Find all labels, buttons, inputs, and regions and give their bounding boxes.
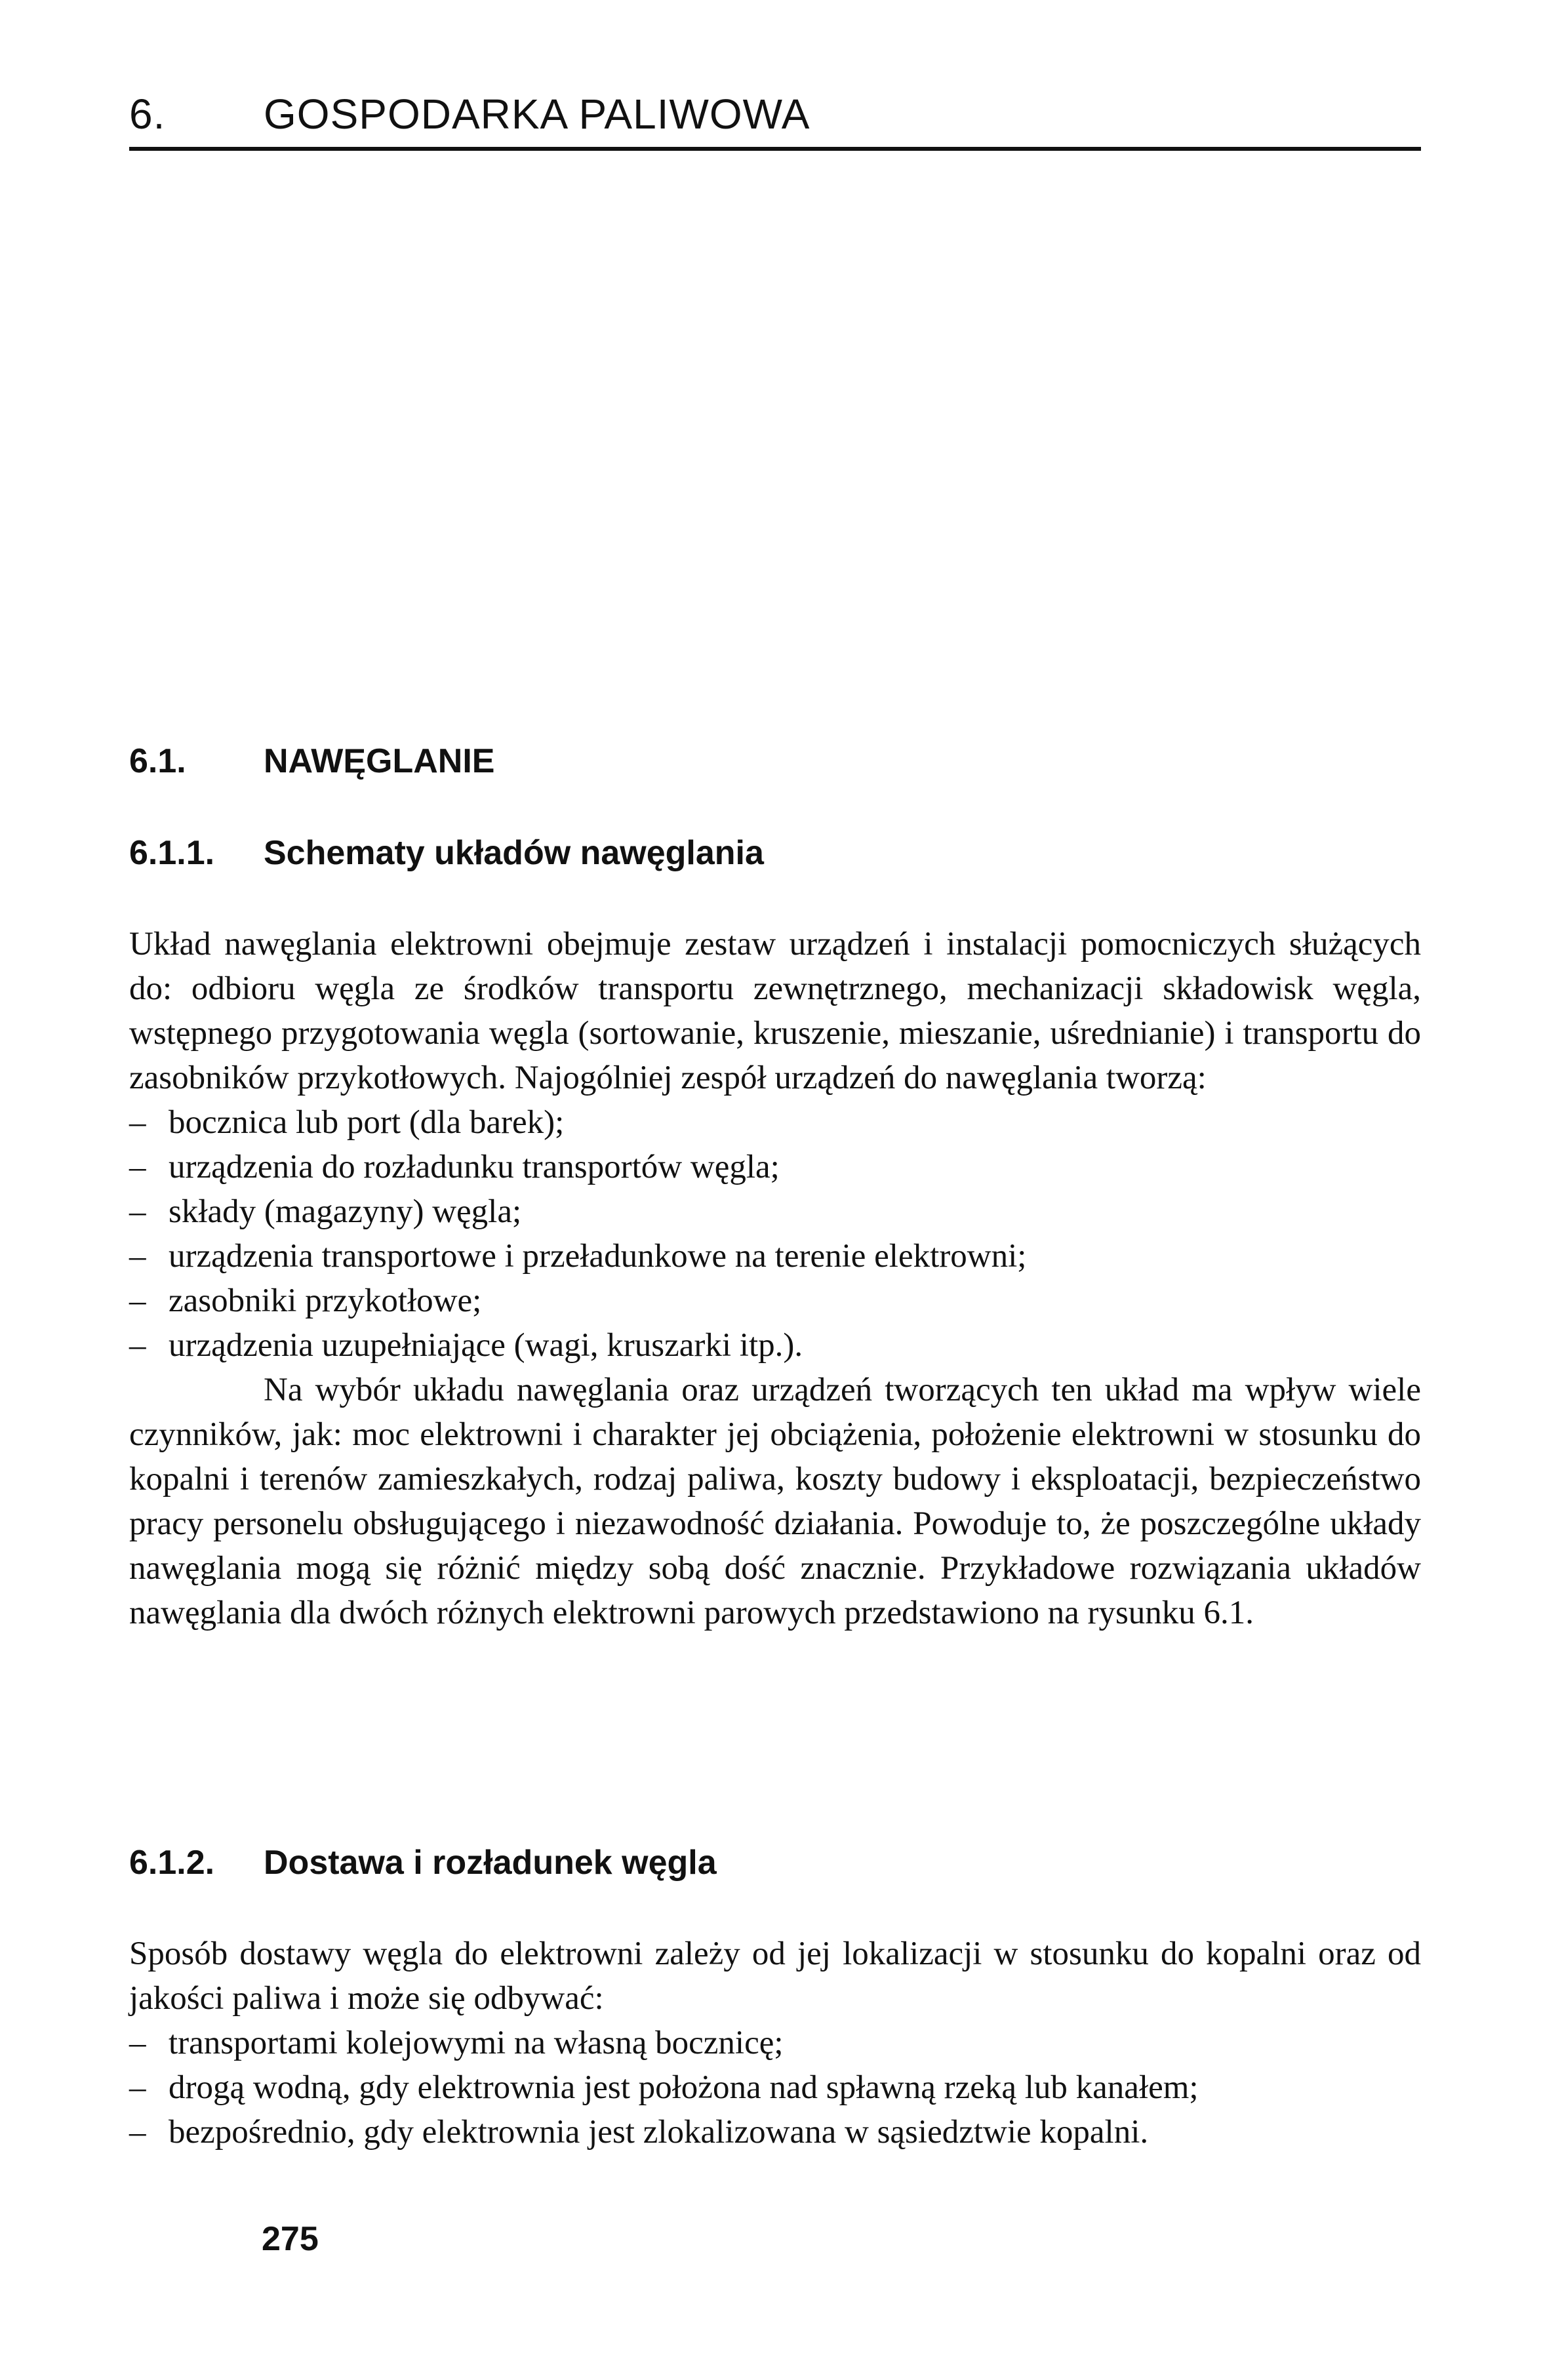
list-dash: –	[129, 2114, 146, 2151]
list-item-text: składy (magazyny) węgla;	[169, 1193, 522, 1230]
list-item-text: transportami kolejowymi na własną bocznicę;	[169, 2025, 784, 2061]
chapter-header	[129, 87, 1421, 152]
list-item-text: urządzenia uzupełniające (wagi, kruszarki itp.).	[169, 1327, 803, 1364]
paragraph: Układ nawęglania elektrowni obejmuje zestaw urządzeń i instalacji pomocniczych służących do: odbioru węgla ze środków transportu zewnętrznego, mechanizacji składowisk węgla, wstępnego przygotowania węgla (sortowanie, kruszenie, mieszanie, uśrednianie) i transportu do zasobników przykotłowych. Najogólniej zespół urządzeń do nawęglania tworzą:	[129, 926, 1421, 1096]
subsection-1-body	[129, 922, 1421, 1635]
list-dash: –	[129, 1282, 146, 1319]
list-item-text: bocznica lub port (dla barek);	[169, 1104, 565, 1141]
list-dash: –	[129, 1193, 146, 1230]
subsection-1-title: Schematy układów nawęglania	[264, 834, 764, 872]
section-title: NAWĘGLANIE	[264, 742, 495, 780]
list-item-text: drogą wodną, gdy elektrownia jest położona nad spławną rzeką lub kanałem;	[169, 2069, 1199, 2106]
list-item	[129, 1145, 1421, 1189]
list-item	[129, 1100, 1421, 1145]
list-dash: –	[129, 1104, 146, 1141]
subsection-heading-2	[129, 1840, 717, 1886]
list-item	[129, 2021, 1421, 2065]
list-item	[129, 2065, 1421, 2110]
equipment-list	[129, 1100, 1421, 1368]
chapter-title-text: GOSPODARKA PALIWOWA	[264, 90, 811, 138]
list-item	[129, 1189, 1421, 1234]
delivery-list	[129, 2021, 1421, 2154]
section-heading	[129, 738, 494, 784]
list-item	[129, 1234, 1421, 1279]
list-dash: –	[129, 1149, 146, 1185]
list-item-text: zasobniki przykotłowe;	[169, 1282, 482, 1319]
chapter-title	[129, 87, 810, 142]
list-dash: –	[129, 1238, 146, 1275]
list-dash: –	[129, 2025, 146, 2061]
list-item	[129, 1323, 1421, 1368]
list-item-text: urządzenia transportowe i przeładunkowe na terenie elektrowni;	[169, 1238, 1027, 1275]
list-item-text: bezpośrednio, gdy elektrownia jest zlokalizowana w sąsiedztwie kopalni.	[169, 2114, 1149, 2151]
list-item	[129, 2110, 1421, 2154]
subsection-2-body	[129, 1932, 1421, 2154]
paragraph: Sposób dostawy węgla do elektrowni zależy od jej lokalizacji w stosunku do kopalni oraz od jakości paliwa i może się odbywać:	[129, 1935, 1421, 2017]
section-number: 6.1.	[129, 742, 186, 780]
list-dash: –	[129, 1327, 146, 1364]
subsection-2-number: 6.1.2.	[129, 1844, 215, 1882]
list-item	[129, 1279, 1421, 1323]
subsection-1-number: 6.1.1.	[129, 834, 215, 872]
list-dash: –	[129, 2069, 146, 2106]
chapter-number: 6.	[129, 90, 166, 138]
chapter-rule	[129, 147, 1421, 151]
subsection-heading-1	[129, 830, 764, 876]
page-number: 275	[262, 2220, 319, 2258]
list-item-text: urządzenia do rozładunku transportów węgla;	[169, 1149, 780, 1185]
subsection-2-title: Dostawa i rozładunek węgla	[264, 1844, 717, 1882]
paragraph: Na wybór układu nawęglania oraz urządzeń tworzących ten układ ma wpływ wiele czynników, jak: moc elektrowni i charakter jej obciążenia, położenie elektrowni w stosunku do kopalni i terenów zamieszkałych, rodzaj paliwa, koszty budowy i eksploatacji, bezpieczeństwo pracy personelu obsługującego i niezawodność działania. Powoduje to, że poszczególne układy nawęglania mogą się różnić między sobą dość znacznie. Przykładowe rozwiązania układów nawęglania dla dwóch różnych elektrowni parowych przedstawiono na rysunku 6.1.	[129, 1372, 1421, 1631]
